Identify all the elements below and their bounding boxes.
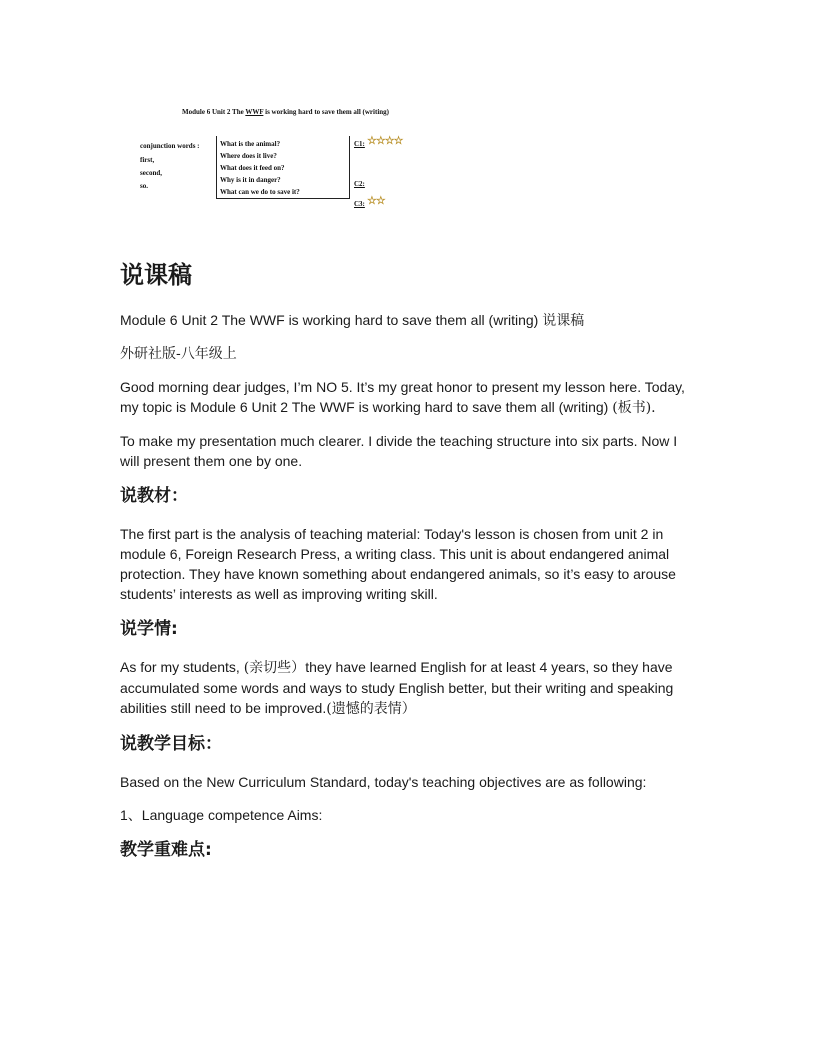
subtitle: Module 6 Unit 2 The WWF is working hard to save them all (writing) 说课稿	[120, 312, 585, 329]
students-paragraph: As for my students, (亲切些）they have learned English for at least 4 years, so they have accumulated some words and ways to study English better, but their writing and speaking abilities still need to be improved.(遗憾的表情）	[120, 659, 674, 717]
question-item: What can we do to save it?	[220, 188, 300, 196]
question-column	[220, 138, 300, 198]
conjunction-item: first,	[140, 156, 155, 164]
heading-material: 说教材：	[120, 486, 188, 506]
material-paragraph: The first part is the analysis of teaching material: Today's lesson is chosen from unit 2 in module 6, Foreign Research Press, a writing class. This unit is about endangered animal protection. They have known something about endangered animals, so it’s easy to arouse students’ interests as well as improving writing skill.	[120, 526, 676, 602]
conjunction-item: so.	[140, 182, 148, 190]
board-title: Module 6 Unit 2 The WWF is working hard to save them all (writing)	[182, 108, 389, 116]
objectives-item: 1、Language competence Aims:	[120, 807, 323, 823]
conjunction-column	[140, 140, 200, 193]
c2-label: C2:	[354, 180, 365, 188]
document-title: 说课稿	[120, 261, 192, 289]
c3-label: C3:	[354, 200, 365, 208]
board-diagram	[140, 106, 430, 216]
conjunction-item: second,	[140, 169, 162, 177]
publisher-line: 外研社版-八年级上	[120, 346, 237, 362]
question-item: Where does it live?	[220, 152, 277, 160]
question-item: Why is it in danger?	[220, 176, 281, 184]
c1-label: C1:	[354, 140, 365, 148]
conjunction-label: conjunction words :	[140, 142, 200, 150]
c3-stars-icon: ☆☆	[367, 195, 385, 207]
structure-paragraph: To make my presentation much clearer. I divide the teaching structure into six parts. Now I will present them one by one.	[120, 433, 678, 469]
document-body	[120, 258, 700, 878]
question-item: What does it feed on?	[220, 164, 285, 172]
question-item: What is the animal?	[220, 140, 281, 148]
heading-objectives: 说教学目标：	[120, 734, 222, 754]
intro-paragraph: Good morning dear judges, I’m NO 5. It’s my great honor to present my lesson here. Today, my topic is Module 6 Unit 2 The WWF is working hard to save them all (writing) (板书).	[120, 379, 685, 416]
heading-students: 说学情:	[120, 619, 178, 639]
c1-stars-icon: ☆☆☆☆	[367, 135, 403, 147]
objectives-paragraph: Based on the New Curriculum Standard, today's teaching objectives are as following:	[120, 774, 647, 790]
heading-key-points: 教学重难点:	[120, 840, 212, 860]
